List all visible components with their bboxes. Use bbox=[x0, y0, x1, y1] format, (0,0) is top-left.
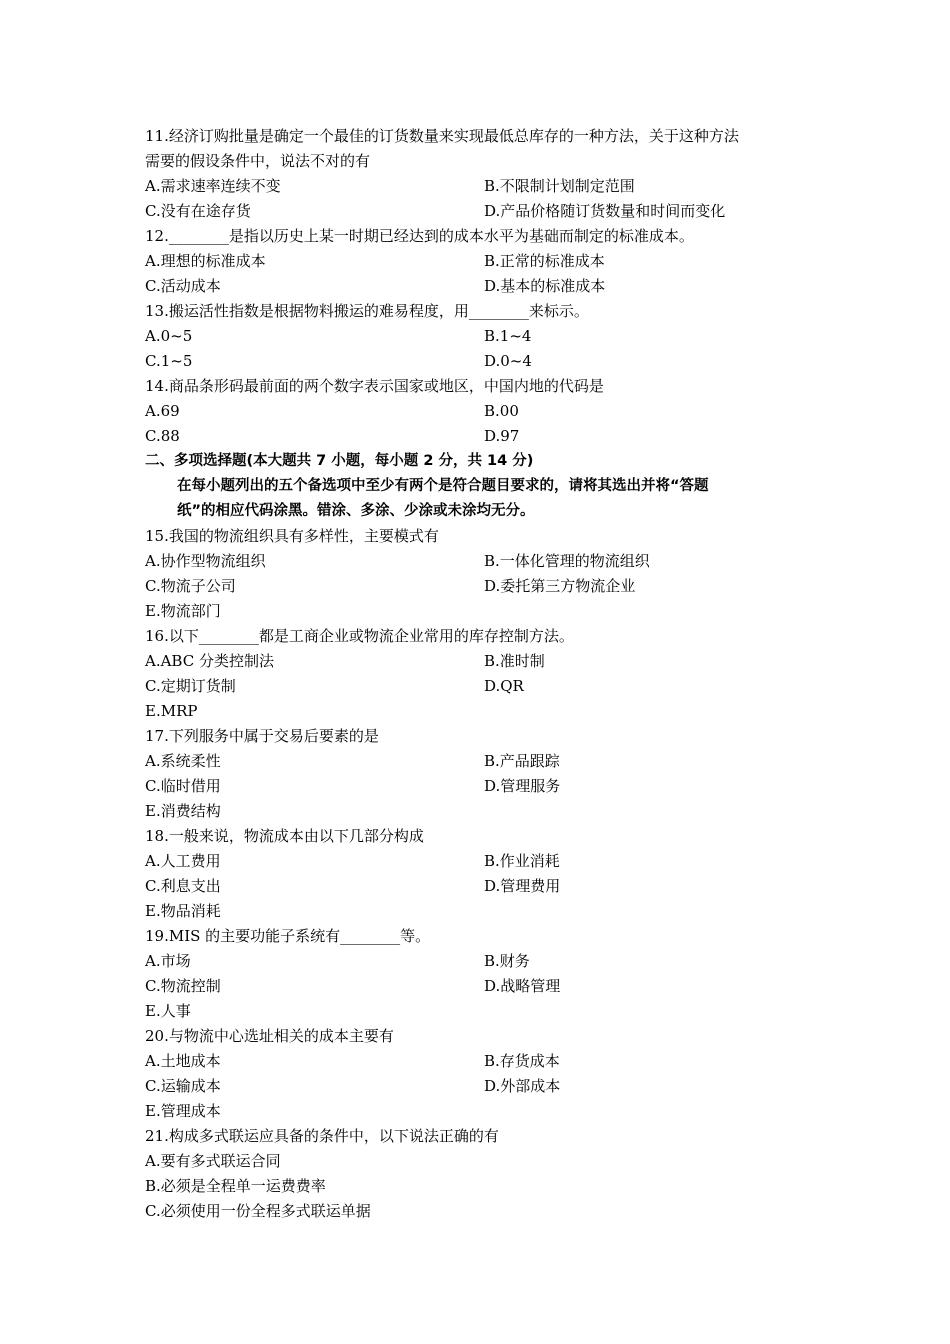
option-row bbox=[145, 949, 825, 974]
option-row bbox=[145, 199, 825, 224]
option-text: C.利息支出 bbox=[145, 877, 221, 895]
option-row bbox=[145, 674, 825, 699]
option-text: B.产品跟踪 bbox=[484, 752, 560, 770]
option-text: D.委托第三方物流企业 bbox=[484, 577, 636, 595]
option-text: D.97 bbox=[484, 427, 520, 445]
option-row bbox=[145, 774, 825, 799]
option-text: D.管理服务 bbox=[484, 777, 561, 795]
option-text: B.正常的标准成本 bbox=[484, 252, 605, 270]
option-text: D.基本的标准成本 bbox=[484, 277, 606, 295]
option-row bbox=[145, 1049, 825, 1074]
question-stem: 21.构成多式联运应具备的条件中，以下说法正确的有 bbox=[145, 1127, 499, 1145]
question-stem: 13.搬运活性指数是根据物料搬运的难易程度，用________来标示。 bbox=[145, 302, 589, 320]
option-row bbox=[145, 549, 825, 574]
option-text: A.土地成本 bbox=[145, 1052, 221, 1070]
option-text: C.定期订货制 bbox=[145, 677, 236, 695]
option-text: C.88 bbox=[145, 427, 180, 445]
option-text: E.管理成本 bbox=[145, 1102, 221, 1120]
option-row bbox=[145, 574, 825, 599]
option-text: A.理想的标准成本 bbox=[145, 252, 266, 270]
option-text: A.系统柔性 bbox=[145, 752, 221, 770]
option-text: B.准时制 bbox=[484, 652, 545, 670]
option-row bbox=[145, 1074, 825, 1099]
option-text: A.ABC 分类控制法 bbox=[145, 652, 274, 670]
option-text: C.活动成本 bbox=[145, 277, 221, 295]
section-instructions: 在每小题列出的五个备选项中至少有两个是符合题目要求的，请将其选出并将“答题 bbox=[177, 478, 709, 494]
option-text: E.物流部门 bbox=[145, 602, 221, 620]
option-text: C.物流子公司 bbox=[145, 577, 236, 595]
option-text: B.财务 bbox=[484, 952, 530, 970]
option-text: B.必须是全程单一运费费率 bbox=[145, 1177, 326, 1195]
option-text: A.69 bbox=[145, 402, 180, 420]
option-text: B.一体化管理的物流组织 bbox=[484, 552, 650, 570]
option-text: B.存货成本 bbox=[484, 1052, 560, 1070]
option-text: A.0~5 bbox=[145, 327, 193, 345]
option-text: C.必须使用一份全程多式联运单据 bbox=[145, 1202, 371, 1220]
section-title: 二、多项选择题(本大题共 7 小题，每小题 2 分，共 14 分) bbox=[145, 453, 534, 469]
option-text: D.QR bbox=[484, 677, 524, 695]
option-row bbox=[145, 424, 825, 449]
option-text: E.人事 bbox=[145, 1002, 191, 1020]
section-instructions: 纸”的相应代码涂黑。错涂、多涂、少涂或未涂均无分。 bbox=[177, 503, 535, 519]
option-text: D.管理费用 bbox=[484, 877, 561, 895]
option-text: C.1~5 bbox=[145, 352, 193, 370]
option-row bbox=[145, 174, 825, 199]
option-text: E.物品消耗 bbox=[145, 902, 221, 920]
option-text: E.MRP bbox=[145, 702, 198, 720]
question-stem: 19.MIS 的主要功能子系统有________等。 bbox=[145, 927, 431, 945]
option-row bbox=[145, 649, 825, 674]
question-stem: 12.________是指以历史上某一时期已经达到的成本水平为基础而制定的标准成本。 bbox=[145, 227, 694, 245]
option-text: B.作业消耗 bbox=[484, 852, 560, 870]
option-text: B.00 bbox=[484, 402, 519, 420]
option-text: A.需求速率连续不变 bbox=[145, 177, 281, 195]
option-text: A.人工费用 bbox=[145, 852, 221, 870]
option-text: D.外部成本 bbox=[484, 1077, 561, 1095]
option-row bbox=[145, 974, 825, 999]
option-row bbox=[145, 749, 825, 774]
option-row bbox=[145, 274, 825, 299]
option-text: B.不限制计划制定范围 bbox=[484, 177, 635, 195]
question-stem: 需要的假设条件中，说法不对的有 bbox=[145, 152, 371, 170]
option-row bbox=[145, 874, 825, 899]
option-row bbox=[145, 849, 825, 874]
option-text: C.临时借用 bbox=[145, 777, 221, 795]
option-text: A.市场 bbox=[145, 952, 191, 970]
option-text: C.物流控制 bbox=[145, 977, 221, 995]
option-text: A.要有多式联运合同 bbox=[145, 1152, 281, 1170]
question-stem: 16.以下________都是工商企业或物流企业常用的库存控制方法。 bbox=[145, 627, 574, 645]
option-text: D.产品价格随订货数量和时间而变化 bbox=[484, 202, 726, 220]
question-stem: 17.下列服务中属于交易后要素的是 bbox=[145, 727, 379, 745]
question-stem: 11.经济订购批量是确定一个最佳的订货数量来实现最低总库存的一种方法，关于这种方法 bbox=[145, 127, 739, 145]
option-row bbox=[145, 249, 825, 274]
option-text: B.1~4 bbox=[484, 327, 532, 345]
question-stem: 20.与物流中心选址相关的成本主要有 bbox=[145, 1027, 394, 1045]
option-text: C.没有在途存货 bbox=[145, 202, 251, 220]
exam-page bbox=[145, 124, 825, 1224]
option-text: E.消费结构 bbox=[145, 802, 221, 820]
option-row bbox=[145, 349, 825, 374]
question-stem: 18.一般来说，物流成本由以下几部分构成 bbox=[145, 827, 424, 845]
option-text: D.0~4 bbox=[484, 352, 532, 370]
option-text: A.协作型物流组织 bbox=[145, 552, 266, 570]
option-row bbox=[145, 399, 825, 424]
question-stem: 15.我国的物流组织具有多样性，主要模式有 bbox=[145, 527, 439, 545]
option-text: D.战略管理 bbox=[484, 977, 561, 995]
option-row bbox=[145, 324, 825, 349]
option-text: C.运输成本 bbox=[145, 1077, 221, 1095]
question-stem: 14.商品条形码最前面的两个数字表示国家或地区，中国内地的代码是 bbox=[145, 377, 604, 395]
